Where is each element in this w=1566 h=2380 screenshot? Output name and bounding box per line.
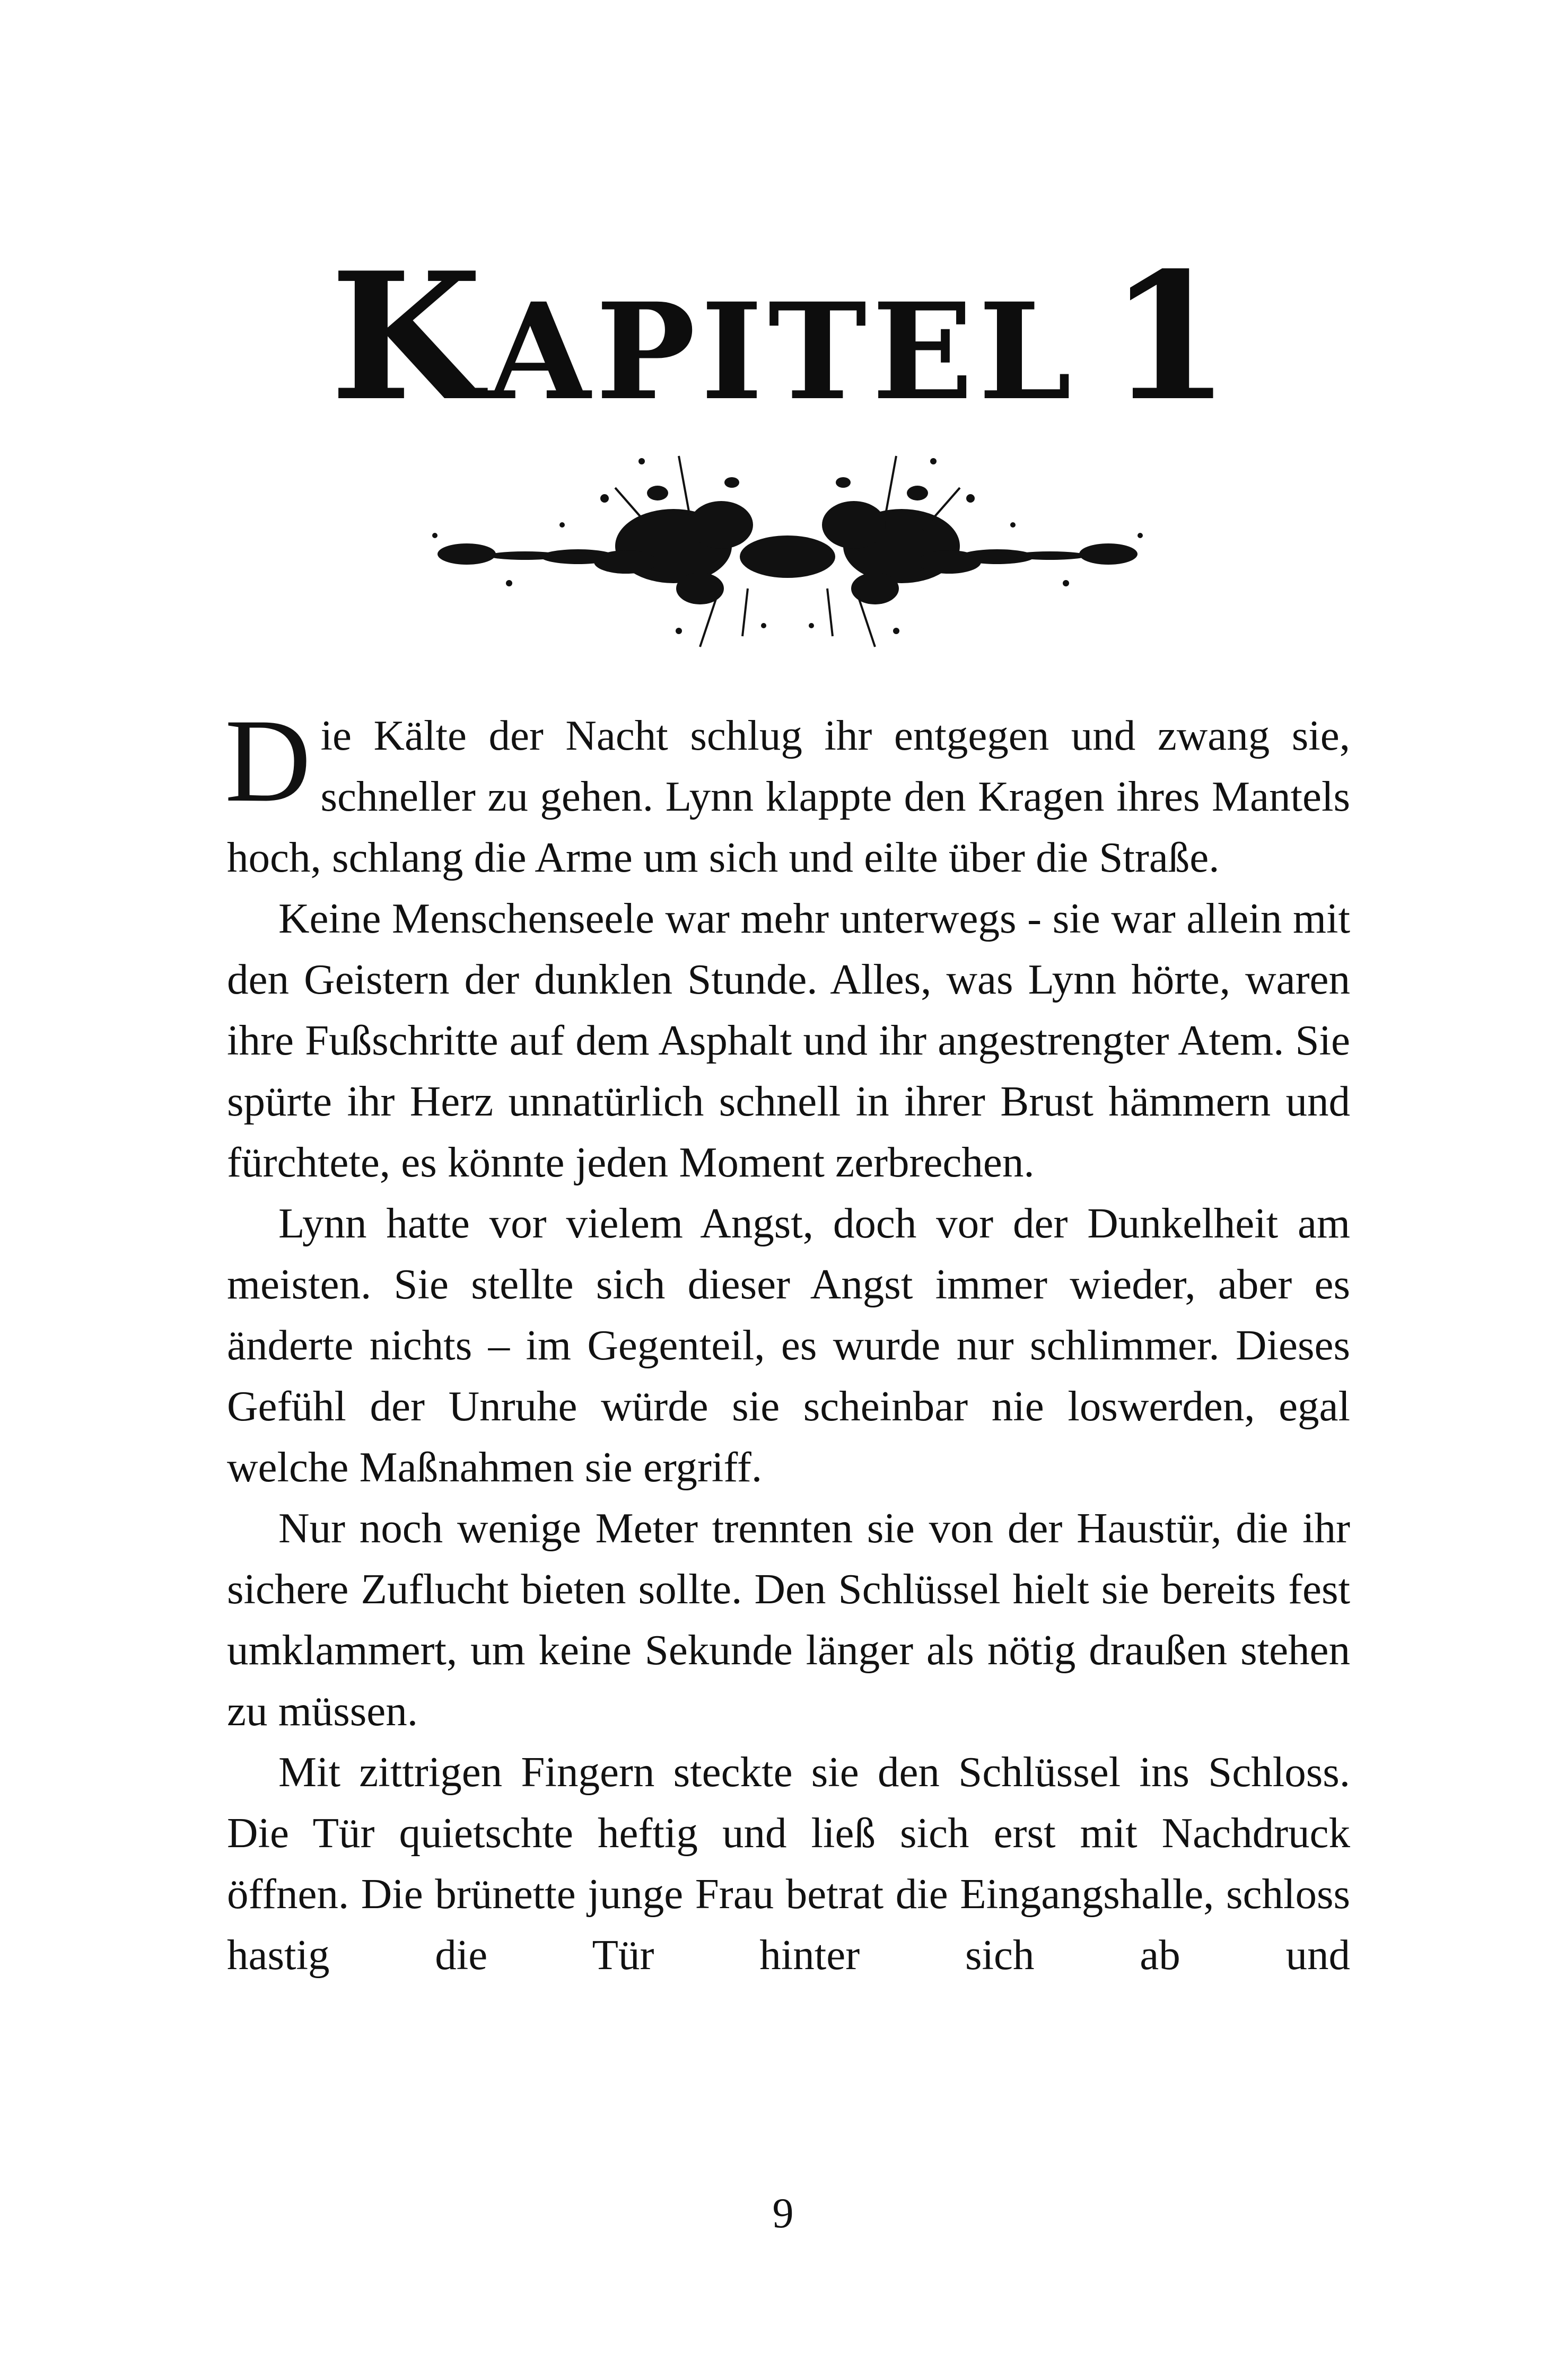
chapter-number: 1 (1108, 234, 1236, 440)
paragraph-1 (225, 694, 1350, 888)
paragraph-4: Nur noch wenige Meter trennten sie von der Haustür, die ihr sichere Zuflucht bieten sollte. Den Schlüssel hielt sie bereits fest umklammert, um keine Sekunde länger als nötig draußen stehen zu müssen. (227, 1504, 1350, 1735)
chapter-heading-word: APITEL (487, 274, 1077, 429)
paragraph-3: Lynn hatte vor vielem Angst, doch vor der Dunkelheit am meisten. Sie stellte sich dieser Angst immer wieder, aber es änderte nichts – im Gegenteil, es wurde nur schlimmer. Dieses Gefühl der Unruhe würde sie scheinbar nie loswerden, egal welche Maßnahmen sie ergriff. (227, 1199, 1350, 1491)
chapter-body (225, 694, 1350, 1986)
drop-cap: D (225, 694, 311, 827)
ink-blot-ornament (403, 424, 1172, 657)
paragraph-5: Mit zittrigen Fingern steckte sie den Schlüssel ins Schloss. Die Tür quietschte heftig und ließ sich erst mit Nachdruck öffnen. Die brünette junge Frau betrat die Eingangshalle, schloss hastig die Tür hinter sich ab und (227, 1748, 1350, 1979)
chapter-heading (0, 234, 1566, 440)
chapter-heading-initial: K (330, 234, 488, 440)
paragraph-2: Keine Menschenseele war mehr unterwegs - sie war allein mit den Geistern der dunklen Stunde. Alles, was Lynn hörte, waren ihre Fußschritte auf dem Asphalt und ihr angestrengter Atem. Sie spürte ihr Herz unnatürlich schnell in ihrer Brust hämmern und fürchtete, es könnte jeden Moment zerbrechen. (227, 894, 1350, 1186)
page-number: 9 (772, 2190, 794, 2237)
paragraph-1-text: ie Kälte der Nacht schlug ihr entgegen und zwang sie, schneller zu gehen. Lynn klappte den Kragen ihres Mantels hoch, schlang die Arme um sich und eilte über die Straße. (227, 712, 1350, 881)
